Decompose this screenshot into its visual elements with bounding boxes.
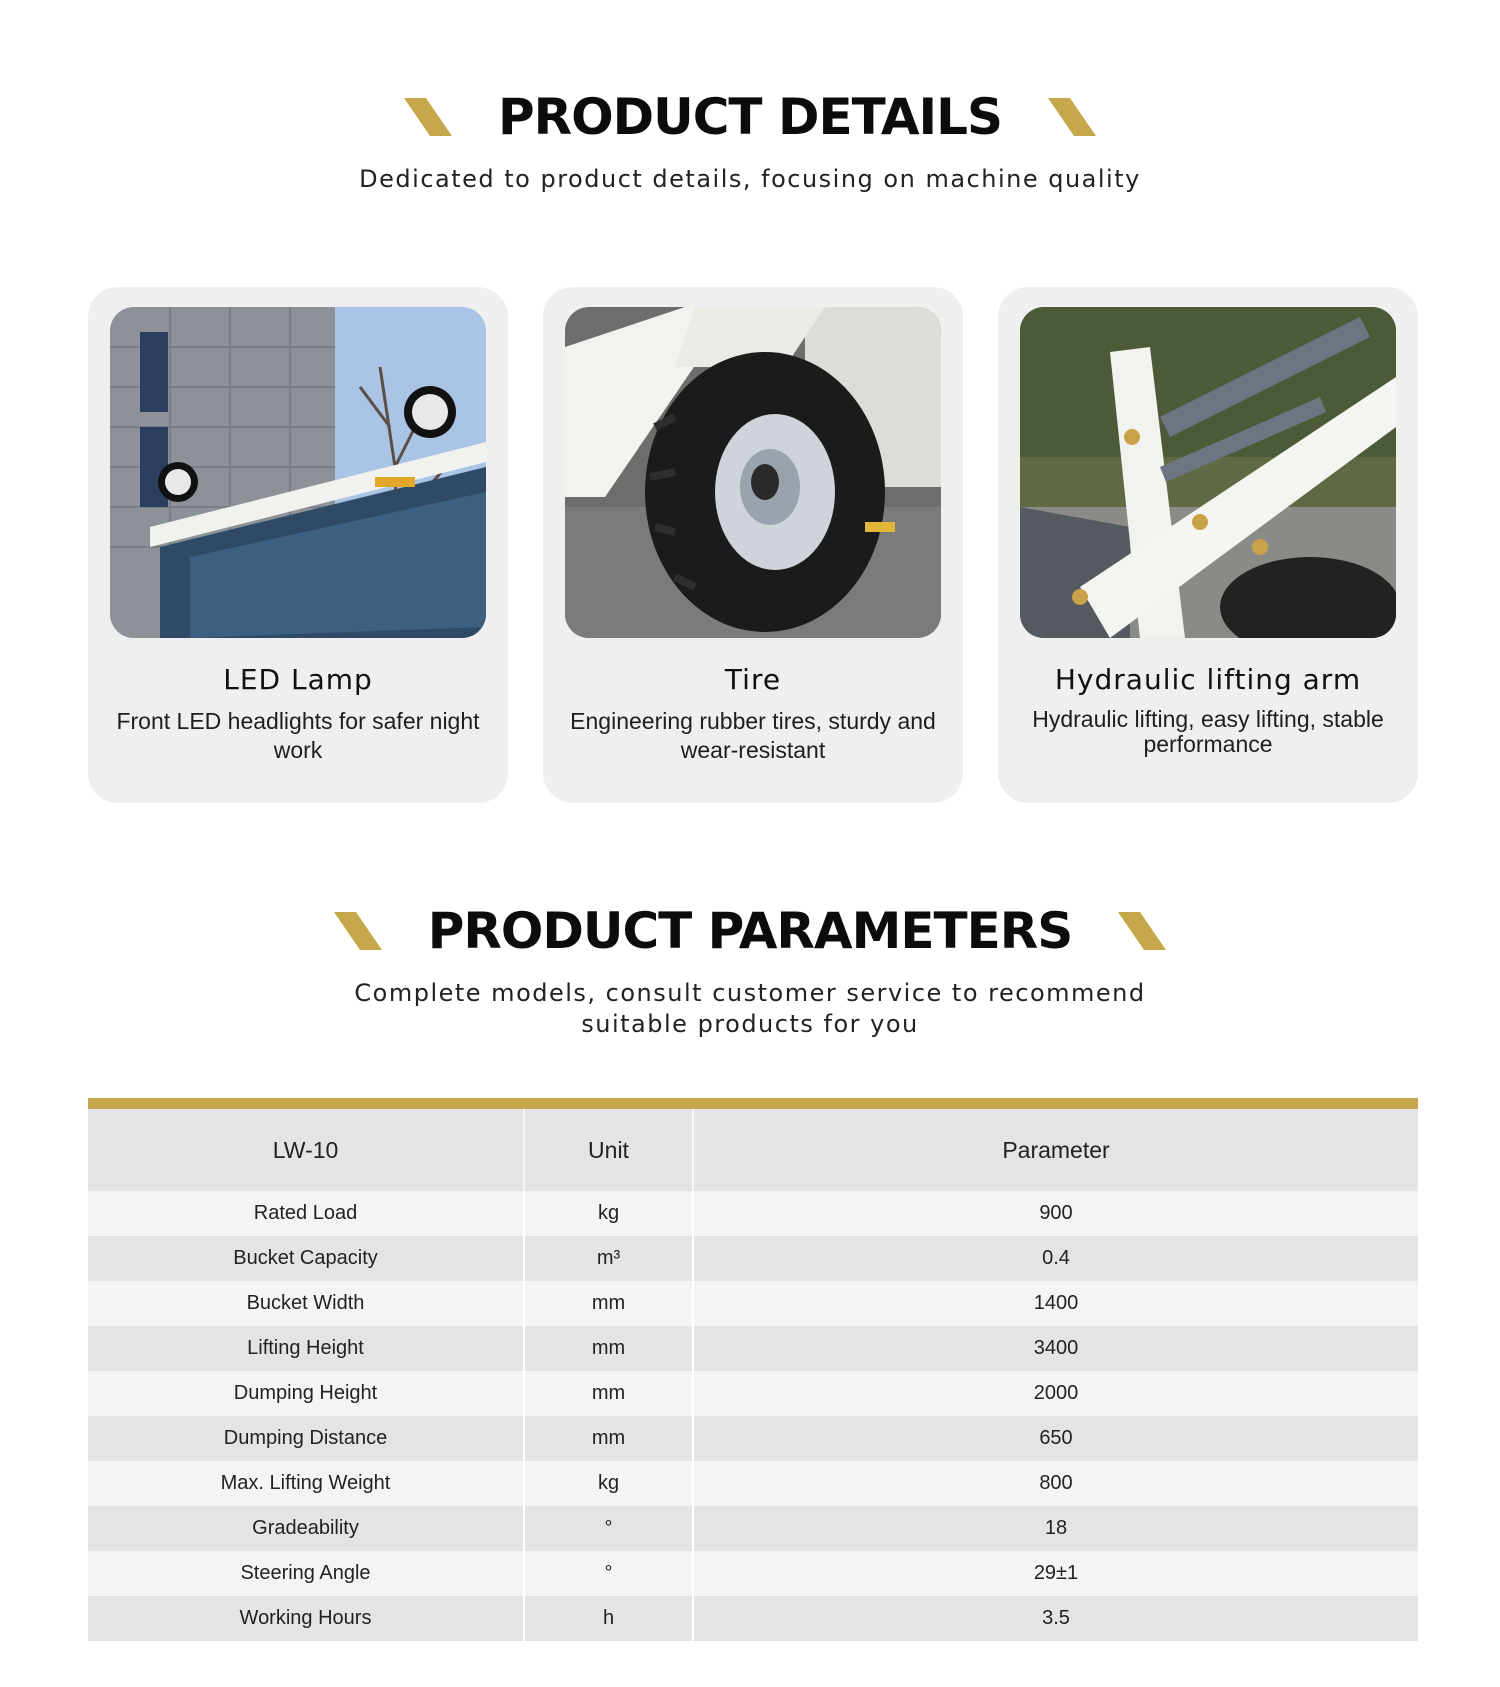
table-row — [88, 1281, 1418, 1326]
table-row — [88, 1326, 1418, 1371]
row-value: 650 — [693, 1416, 1418, 1461]
header-parameter: Parameter — [693, 1109, 1418, 1191]
details-subtitle: Dedicated to product details, focusing on machine quality — [359, 165, 1141, 193]
table-accent-bar — [88, 1098, 1418, 1109]
feature-card-hydraulic-arm — [998, 287, 1418, 803]
details-title: PRODUCT DETAILS — [497, 88, 1003, 146]
table-row — [88, 1236, 1418, 1281]
table-row — [88, 1551, 1418, 1596]
parameters-heading — [0, 902, 1500, 1040]
row-name: Dumping Height — [88, 1371, 524, 1416]
row-name: Bucket Width — [88, 1281, 524, 1326]
row-name: Steering Angle — [88, 1551, 524, 1596]
row-value: 3400 — [693, 1326, 1418, 1371]
gold-chevron-icon — [1118, 912, 1166, 950]
parameters-subtitle: Complete models, consult customer service to recommend suitable products for you — [354, 979, 1146, 1038]
row-name: Gradeability — [88, 1506, 524, 1551]
parameters-title: PRODUCT PARAMETERS — [427, 902, 1073, 960]
row-value: 2000 — [693, 1371, 1418, 1416]
row-name: Lifting Height — [88, 1326, 524, 1371]
header-unit: Unit — [524, 1109, 693, 1191]
row-unit: mm — [524, 1371, 693, 1416]
table-row — [88, 1191, 1418, 1236]
row-value: 29±1 — [693, 1551, 1418, 1596]
row-value: 1400 — [693, 1281, 1418, 1326]
gold-chevron-icon — [1048, 98, 1096, 136]
tire-photo — [565, 307, 941, 638]
table-row — [88, 1596, 1418, 1641]
table-row — [88, 1461, 1418, 1506]
row-unit: kg — [524, 1191, 693, 1236]
feature-cards — [88, 287, 1418, 803]
row-value: 3.5 — [693, 1596, 1418, 1641]
hydraulic-arm-photo — [1020, 307, 1396, 638]
feature-card-title: Tire — [724, 663, 782, 696]
header-model: LW-10 — [88, 1109, 524, 1191]
details-heading — [0, 88, 1500, 195]
table-row — [88, 1371, 1418, 1416]
feature-card-title: Hydraulic lifting arm — [1054, 663, 1362, 696]
row-value: 900 — [693, 1191, 1418, 1236]
table-row — [88, 1416, 1418, 1461]
row-unit: h — [524, 1596, 693, 1641]
row-value: 800 — [693, 1461, 1418, 1506]
row-value: 18 — [693, 1506, 1418, 1551]
row-name: Working Hours — [88, 1596, 524, 1641]
row-unit: mm — [524, 1416, 693, 1461]
row-value: 0.4 — [693, 1236, 1418, 1281]
feature-card-tire — [543, 287, 963, 803]
feature-card-description: Hydraulic lifting, easy lifting, stable performance — [1032, 706, 1384, 757]
table-row — [88, 1506, 1418, 1551]
row-name: Bucket Capacity — [88, 1236, 524, 1281]
gold-chevron-icon — [334, 912, 382, 950]
row-unit: mm — [524, 1326, 693, 1371]
row-unit: m³ — [524, 1236, 693, 1281]
row-name: Rated Load — [88, 1191, 524, 1236]
row-name: Dumping Distance — [88, 1416, 524, 1461]
row-unit: kg — [524, 1461, 693, 1506]
parameters-table — [88, 1098, 1418, 1641]
row-unit: ° — [524, 1506, 693, 1551]
feature-card-title: LED Lamp — [223, 663, 373, 696]
led-lamp-photo — [110, 307, 486, 638]
table-header-row — [88, 1109, 1418, 1191]
feature-card-description: Front LED headlights for safer night work — [116, 708, 480, 763]
row-unit: ° — [524, 1551, 693, 1596]
gold-chevron-icon — [404, 98, 452, 136]
feature-card-led-lamp — [88, 287, 508, 803]
feature-card-description: Engineering rubber tires, sturdy and wear-resistant — [570, 708, 936, 763]
row-name: Max. Lifting Weight — [88, 1461, 524, 1506]
row-unit: mm — [524, 1281, 693, 1326]
